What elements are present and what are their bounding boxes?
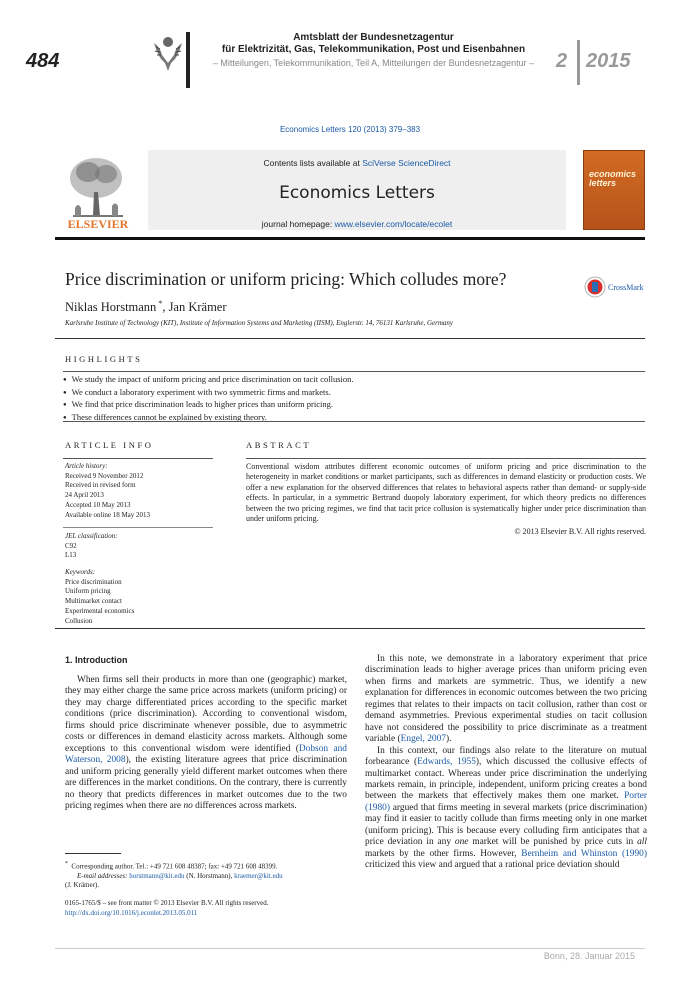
keyword: Experimental economics	[65, 606, 135, 615]
intro-paragraph	[365, 746, 647, 872]
homepage-line	[148, 219, 566, 229]
page-footer: Bonn, 28. Januar 2015	[543, 951, 635, 961]
section-heading: 1. Introduction	[65, 655, 128, 665]
keyword: Uniform pricing	[65, 587, 111, 596]
footnote-rule	[65, 853, 121, 854]
intro-paragraph	[65, 675, 347, 812]
journal-title: Economics Letters	[279, 183, 435, 203]
copyright: © 2013 Elsevier B.V. All rights reserved.	[514, 527, 646, 536]
journal-citation-link[interactable]: Economics Letters 120 (2013) 379–383	[279, 125, 421, 134]
article-title: Price discrimination or uniform pricing: Which colludes more?	[65, 269, 507, 289]
issn-line: 0165-1765/$ – see front matter © 2013 Elsevier B.V. All rights reserved.	[65, 899, 269, 907]
email-name: (N. Horstmann),	[184, 871, 235, 880]
affiliation: Karlsruhe Institute of Technology (KIT), Institute of Information Systems and Marketing (IISM), Englerstr. 14, 76131 Karlsruhe, Germany	[65, 319, 454, 327]
text-run: differences across markets.	[192, 800, 297, 811]
title-rule	[55, 338, 645, 339]
history-entry: 24 April 2013	[65, 491, 104, 500]
text-run: markets by the other firms. However,	[365, 848, 522, 859]
history-entry: Received in revised form	[65, 481, 136, 490]
crossmark-label: CrossMark	[608, 283, 644, 292]
journal-cover-title: economics letters	[589, 169, 637, 188]
keyword: Multimarket contact	[65, 597, 122, 606]
jel-label: JEL classification:	[65, 532, 118, 540]
issn-block	[65, 899, 347, 918]
gazette-title-line2: für Elektrizität, Gas, Telekommunikation, Post und Eisenbahnen	[221, 44, 526, 55]
history-entry: Accepted 10 May 2013	[65, 500, 131, 509]
article-info-heading: ARTICLE INFO	[65, 440, 154, 450]
text-run: ).	[445, 734, 452, 745]
highlight-item: ● These differences cannot be explained by existing theory.	[63, 412, 354, 425]
article-info-rule	[63, 458, 213, 459]
ref-engel[interactable]: Engel, 2007	[400, 734, 446, 745]
footnote-line	[65, 872, 347, 882]
history-entry: Received 9 November 2012	[65, 471, 144, 480]
highlight-item: ● We conduct a laboratory experiment with two symmetric firms and markets.	[63, 387, 354, 400]
text-run: market will be punished by price cuts in	[468, 837, 638, 848]
journal-homepage-link[interactable]: www.elsevier.com/locate/ecolet	[334, 219, 453, 229]
banner-rule	[55, 237, 645, 240]
federal-eagle-icon	[151, 33, 185, 73]
keywords-label: Keywords:	[65, 568, 96, 576]
keyword: Price discrimination	[65, 577, 122, 586]
highlight-item: ● We study the impact of uniform pricing and price discrimination on tacit collusion.	[63, 374, 354, 387]
doi-link[interactable]: http://dx.doi.org/10.1016/j.econlet.2013.05.011	[65, 908, 198, 917]
issue-year: 2015	[586, 50, 631, 72]
footnote-contact: Corresponding author. Tel.: +49 721 608 48387; fax: +49 721 608 48399.	[71, 862, 278, 871]
text-run: When firms sell their products in more than one (geographic) market, they may either charge the same price across markets (uniform pricing) or they may charge differentiated prices according to the specific market conditions (price discrimination). According to conventional wisdom, firms should price discriminate whenever possible, due to asymmetric costs or differences in demand elasticity across markets. Although some exceptions to this conventional wisdom were identified (	[65, 675, 347, 754]
highlights-heading: HIGHLIGHTS	[65, 354, 143, 364]
author-horstmann[interactable]: Niklas Horstmann	[65, 300, 157, 315]
sciencedirect-link[interactable]: SciVerse ScienceDirect	[362, 158, 451, 168]
text-run: In this context, our findings also relate to the literature on mutual forbearance (	[365, 745, 647, 768]
abstract-rule	[246, 458, 646, 459]
footnote	[65, 860, 347, 891]
jel-code: C92	[65, 541, 77, 550]
email-label: E-mail addresses:	[77, 871, 130, 880]
page-number: 484	[26, 50, 60, 72]
crossmark-badge-icon[interactable]	[584, 276, 646, 298]
keywords	[65, 568, 215, 626]
elsevier-wordmark: ELSEVIER	[67, 217, 129, 230]
ref-porter[interactable]: Porter (1980)	[365, 791, 647, 813]
ref-dobson-waterson[interactable]: Dobson and Waterson, 2008	[65, 743, 347, 766]
email-kraemer-link[interactable]: kraemer@kit.edu	[234, 871, 283, 880]
abstract-text: Conventional wisdom attributes different economic outcomes of uniform pricing and price discrimination to the heterogeneity in market conditions or market participants, such as differences in demand elasticity or production costs. We offer a new explanation for the observed differences that relates to behavioral aspects rather than demand- or supply-side effects. In particular, in a symmetric Bertrand duopoly laboratory experiment, for which theory predicts no differences between the two pricing regimes, we find that tacit price collusion is systematically higher under price discrimination than under uniform pricing.	[246, 462, 646, 524]
emphasis: all	[637, 837, 647, 848]
email-horstmann-link[interactable]: horstmann@kit.edu	[129, 871, 185, 880]
ref-edwards[interactable]: Edwards, 1955	[417, 757, 476, 768]
front-matter-rule	[55, 628, 645, 629]
header-divider	[186, 32, 190, 88]
corresponding-mark[interactable]: *	[156, 299, 163, 308]
contents-line	[148, 158, 566, 168]
emphasis: one	[454, 837, 469, 848]
text-run: criticized this view and argued that a rational price deviation should	[365, 860, 620, 871]
text-run: ), which discussed the collusive effects of multimarket contact. Whereas under price discrimination the underlying markets remain, in principle, independent, uniform pricing creates a bond between the markets that effectively makes them one market.	[365, 757, 647, 802]
history-entry: Available online 18 May 2013	[65, 510, 151, 519]
article-history	[65, 462, 215, 520]
body-column-left	[65, 675, 347, 812]
issue-number: 2	[556, 50, 568, 72]
highlights-rule-bottom	[63, 421, 645, 422]
keyword: Collusion	[65, 616, 93, 625]
elsevier-tree-logo-icon	[63, 152, 133, 230]
authors	[65, 299, 227, 315]
gazette-title	[196, 32, 551, 56]
journal-cover-image	[583, 150, 645, 230]
highlights-list	[63, 374, 354, 424]
author-separator: ,	[162, 300, 169, 315]
jel-classification	[65, 532, 215, 561]
article-info-divider	[63, 527, 213, 528]
text-run: In this note, we demonstrate in a laboratory experiment that price discrimination leads to higher average prices than uniform pricing even when firms and markets are symmetric. Thus, we identify a new explanation for differences in economic outcomes between the two pricing regimes that relates to their impacts on tacit collusion, rather than cost or demand asymmetries. Previous experimental studies on tacit collusion have not considered the possibility to price discriminate as a treatment variable (	[365, 654, 647, 745]
footer-rule	[55, 948, 645, 949]
highlights-rule-top	[63, 371, 645, 372]
footnote-line	[65, 860, 347, 872]
issue-divider	[577, 40, 580, 85]
homepage-prefix: journal homepage:	[261, 219, 335, 229]
footnote-mark: *	[65, 861, 68, 867]
highlight-item: ● We find that price discrimination leads to higher prices than uniform pricing.	[63, 399, 354, 412]
text-run: argued that firms meeting in several markets (price discrimination) may find it easier to tacitly collude than firms meeting only in one market (uniform pricing). This is because every colluding firm anticipates that a price deviation in any	[365, 802, 647, 848]
emphasis: no	[183, 800, 193, 811]
body-column-right	[365, 654, 647, 872]
intro-paragraph	[365, 654, 647, 746]
contents-prefix: Contents lists available at	[263, 158, 363, 168]
gazette-subtitle: – Mitteilungen, Telekommunikation, Teil A, Mitteilungen der Bundesnetzagentur –	[212, 58, 535, 68]
history-label: Article history:	[65, 462, 108, 470]
jel-code: L13	[65, 551, 77, 560]
text-run: ), the existing literature agrees that price discrimination and uniform pricing generally yield different market outcomes when there are differences in the market conditions. On the contrary, there is currently no theory that predicts differences in market outcomes due to the two pricing regimes when there are	[65, 755, 347, 811]
ref-bernheim-whinston[interactable]: Bernheim and Whinston (1990)	[521, 848, 647, 859]
author-kramer[interactable]: Jan Krämer	[168, 300, 227, 315]
gazette-title-line1: Amtsblatt der Bundesnetzagentur	[293, 32, 454, 43]
abstract-heading: ABSTRACT	[246, 440, 312, 450]
footnote-line: (J. Krämer).	[65, 881, 100, 890]
